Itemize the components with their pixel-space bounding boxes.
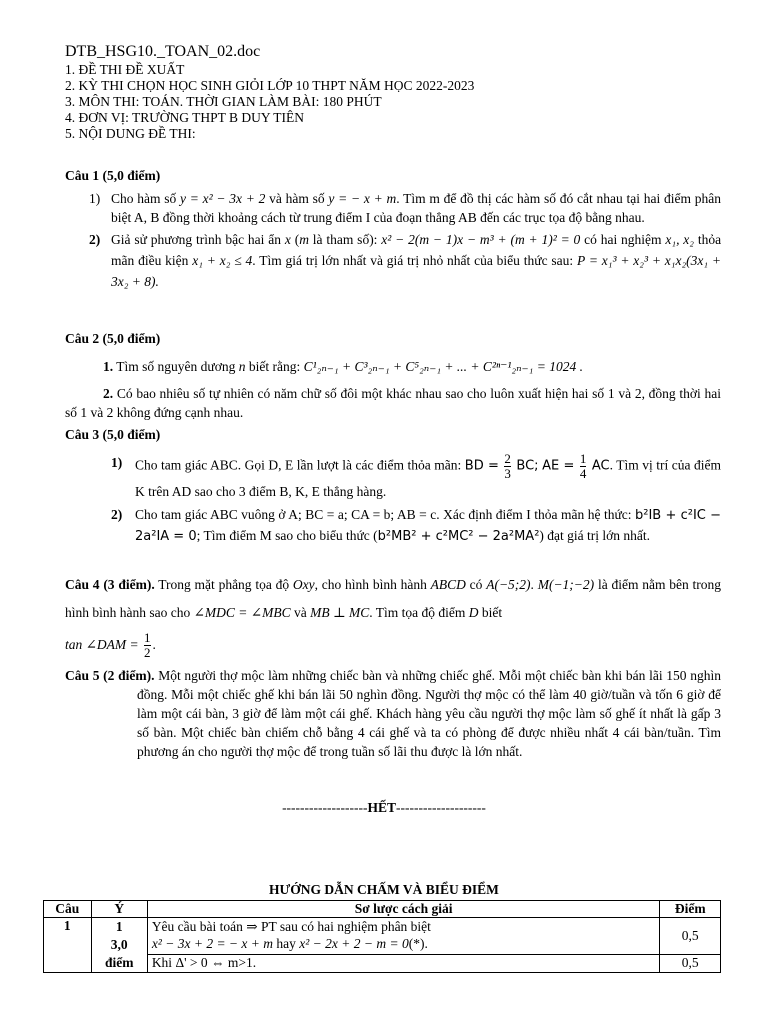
question-5 [65,666,721,761]
question-5-title: Câu 5 (2 điểm). [65,668,155,683]
header-points: Điểm [660,901,721,918]
item-number: 1) [89,191,101,206]
end-word: HẾT [367,800,396,815]
fraction-denominator: 3 [504,466,511,481]
formula-intersection: x² − 3x + 2 = − x + m [151,936,274,951]
answer-key-title: HƯỚNG DẪN CHẤM VÀ BIỂU ĐIỂM [269,882,499,897]
question-2 [65,329,721,422]
question-3-item-2 [111,505,721,547]
answer-key-table [43,900,721,973]
question-2-item-2 [65,384,721,422]
question-1-item-1 [89,189,721,227]
item-text: Tìm số nguyên dương [116,359,236,374]
header-line-1: 1. ĐỀ THI ĐỀ XUẤT [65,62,185,77]
formula-point-a: A(−5;2) [486,577,531,592]
formula-vector-ac: AC [591,458,610,474]
formula-quadratic: x² − 2(m − 1)x − m³ + (m + 1)² = 0 [381,232,581,247]
document-header [65,42,474,142]
question-3 [65,425,721,547]
item-text: . Tìm tọa độ điểm [369,605,466,620]
formula-variable: n [238,359,246,374]
item-text: là tham số): [312,232,378,247]
formula-angle-equality: ∠MDC = ∠MBC [193,605,291,620]
document-title: DTB_HSG10._TOAN_02.doc [65,43,261,60]
item-text: Cho hàm số [111,191,177,206]
item-number: 2) [111,507,123,522]
cell-y-unit: điểm [104,955,134,970]
header-solution: Sơ lược cách giải [147,901,660,918]
formula-parabola: y = x² − 3x + 2 [180,191,266,206]
formula-point-i: b²IB + c²IC − 2a²IA = 0 [135,508,721,544]
item-text: và [293,605,307,620]
item-number: 1. [103,359,114,374]
question-3-item-1 [111,452,721,503]
header-cau: Câu [44,901,92,918]
question-1-item-2 [89,229,721,292]
item-number: 2) [89,232,101,247]
formula-point-d: D [468,605,479,620]
cell-points: 0,5 [660,918,721,955]
item-text: thỏa mãn điều kiện [111,232,722,268]
cell-y [91,918,147,973]
item-text: . Tìm m để đồ thị các hàm số đó cắt nhau tại hai điểm phân biệt A, B đồng thời khoảng cách từ trung điểm I của đoạn thẳng AB đến các trục tọa độ bằng nhau. [111,191,721,225]
formula-binomial-sum: C¹₂ₙ₋₁ + C³₂ₙ₋₁ + C⁵₂ₙ₋₁ + ... + C²ⁿ⁻¹₂ₙ₋₁ = 1024 . [303,359,583,374]
formula-vector-bd: BD = [464,458,499,474]
item-text: đạt giá trị lớn nhất. [547,528,651,543]
item-text: Có bao nhiêu số tự nhiên có năm chữ số đôi một khác nhau sao cho luôn xuất hiện hai số 1 và 2, đồng thời hai số 1 và 2 không đứng cạnh nhau. [65,386,721,420]
formula-expression-p: P = x₁³ + x₂³ + x₁x₂(3x₁ + 3x₂ + 8). [111,253,722,289]
header-line-3: 3. MÔN THI: TOÁN. THỜI GIAN LÀM BÀI: 180 PHÚT [65,94,382,109]
formula-equation-star: x² − 2x + 2 − m = 0 [299,936,409,951]
cell-cau: 1 [44,918,92,973]
header-line-4: 4. ĐƠN VỊ: TRƯỜNG THPT B DUY TIÊN [65,110,304,125]
fraction-numerator: 1 [144,630,151,646]
header-line-2: 2. KỲ THI CHỌN HỌC SINH GIỎI LỚP 10 THPT NĂM HỌC 2022-2023 [65,78,475,93]
item-text: , cho hình bình hành [314,577,427,592]
question-4 [65,571,721,660]
end-dashes-right: -------------------- [396,800,486,815]
cell-y-number: 1 [115,919,123,934]
cell-points: 0,5 [660,955,721,973]
formula-tan: tan ∠DAM = [65,637,139,652]
formula-vector-bc: BC; [516,458,539,474]
item-text: ; Tìm điểm M sao cho biểu thức ( [196,528,378,543]
item-text: Giả sử phương trình bậc hai ẩn [111,232,281,247]
fraction-one-quarter [580,452,587,481]
item-text: biết [481,605,503,620]
formula-variable: m [299,232,309,247]
formula-abcd: ABCD [430,577,466,592]
fraction-numerator: 2 [504,451,511,466]
table-header-row [44,901,721,918]
formula-condition: x₁ + x₂ ≤ 4 [192,253,253,268]
formula-vector-ae: AE = [542,458,575,474]
question-2-title: Câu 2 (5,0 điểm) [65,331,161,346]
cell-y-score: 3,0 [110,937,128,952]
item-text: Một người thợ mộc làm những chiếc bàn và những chiếc ghế. Mỗi một chiếc bàn khi bán lãi 150 nghìn đồng. Mỗi một chiếc ghế khi bán lãi 50 nghìn đồng. Người thợ mộc có thể làm 40 giờ/tuần và tốn 6 giờ để làm một cái bàn, 3 giờ để làm một cái ghế. Khách hàng yêu cầu người thợ mộc làm số ghế ít nhất là gấp 3 số bàn. Một chiếc bàn chiếm chỗ bằng 4 cái ghế và ta có phòng để được nhiều nhất 4 cái bàn/tuần. Tìm phương án cho người thợ mộc để trong tuần số lãi thu được là lớn nhất. [137,668,721,759]
item-text: Cho tam giác ABC. Gọi D, E lần lượt là các điểm thỏa mãn: [135,457,462,473]
item-text: và hàm số [269,191,325,206]
question-1-title: Câu 1 (5,0 điểm) [65,168,161,183]
question-4-body [65,571,721,627]
cell-solution: Khi Δ' > 0 ⇔ m>1. [147,955,660,973]
formula-expression-m: b²MB² + c²MC² − 2a²MA² [377,529,540,544]
solution-equations [152,935,656,952]
formula-roots: x₁, x₂ [665,232,694,247]
header-line-5: 5. NỘI DUNG ĐỀ THI: [65,126,196,141]
solution-text: Yêu cầu bài toán ⇒ PT sau có hai nghiệm phân biệt [151,919,431,934]
question-1 [65,166,721,292]
item-text: . [530,577,534,592]
fraction-two-thirds [504,452,511,481]
item-text: ) [539,528,544,543]
fraction-denominator: 2 [144,645,151,661]
end-dashes-left: ------------------- [282,800,368,815]
table-row [44,918,721,955]
formula-point-m: M(−1;−2) [537,577,595,592]
formula-line: y = − x + m [328,191,397,206]
formula-oxy: Oxy [292,577,315,592]
item-number: 1) [111,455,123,470]
fraction-one-half [144,631,151,660]
item-text: có [469,577,483,592]
item-text: ( [294,232,300,247]
solution-text: hay [276,936,296,951]
item-text: là điểm nằm bên trong hình bình hành sao cho [65,577,722,620]
solution-text: (*). [408,936,428,951]
item-text: biết rằng: [248,359,301,374]
item-text: có hai nghiệm [584,232,662,247]
item-text: . Tìm vị trí của điểm K trên AD sao cho 3 điểm B, K, E thẳng hàng. [135,457,722,499]
item-text: . [152,637,156,652]
formula-perpendicular: MB ⊥ MC [310,605,370,620]
question-3-title: Câu 3 (5,0 điểm) [65,427,161,442]
header-y: Ý [91,901,147,918]
cell-solution [147,918,660,955]
item-text: Trong mặt phẳng tọa độ [158,577,290,592]
formula-variable: x [284,232,291,247]
fraction-numerator: 1 [579,451,587,466]
question-5-body [65,666,721,761]
question-4-title: Câu 4 (3 điểm). [65,577,155,592]
fraction-denominator: 4 [579,466,587,481]
item-text: Cho tam giác ABC vuông ở A; BC = a; CA = b; AB = c. Xác định điểm I thỏa mãn hệ thức: [135,507,632,522]
item-text: . Tìm giá trị lớn nhất và giá trị nhỏ nhất của biểu thức sau: [252,253,574,268]
item-number: 2. [103,386,114,401]
question-2-item-1 [65,357,721,376]
question-4-tan-condition [65,631,721,660]
end-marker [0,800,768,816]
